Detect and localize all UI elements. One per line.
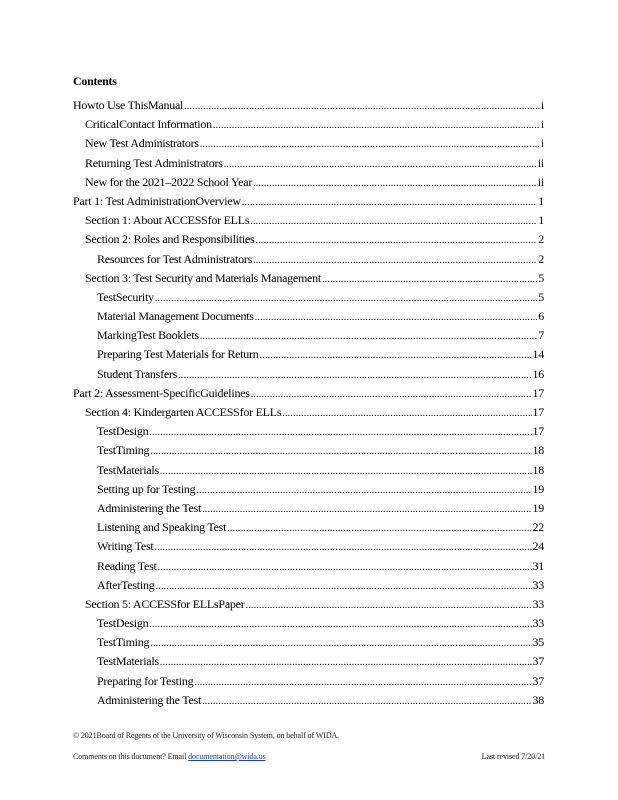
dot-leader [155,581,531,592]
email-link[interactable]: documentation@wida.us [188,752,266,761]
dot-leader [224,159,537,170]
toc-entry[interactable] [73,271,544,290]
toc-entry[interactable] [73,443,544,462]
toc-entry-title: Preparing Test Materials for Return [97,347,259,362]
toc-entry-page: 38 [532,692,544,707]
dot-leader [250,216,537,227]
toc-entry-page: 33 [532,577,544,592]
dot-leader [150,446,531,457]
toc-entry-title: Setting up for Testing [97,481,196,496]
toc-entry[interactable] [73,175,544,194]
toc-entry[interactable] [73,117,544,136]
toc-entry-title: Preparing for Testing [97,673,194,688]
toc-entry-title: Writing Test [97,539,154,554]
toc-entry-title: Returning Test Administrators [85,155,223,170]
toc-entry-page: i [540,117,544,132]
toc-entry-page: 16 [532,366,544,381]
toc-entry-page: 19 [532,481,544,496]
toc-entry[interactable] [73,597,544,616]
toc-entry-title: TestMaterials [97,654,159,669]
toc-entry-title: Part 1: Test AdministrationOverview [73,193,241,208]
toc-entry[interactable] [73,156,544,175]
dot-leader [178,370,531,381]
toc-entry[interactable] [73,424,544,443]
toc-entry-page: 1 [538,213,544,228]
toc-entry-title: TestTiming [97,443,150,458]
toc-entry[interactable] [73,463,544,482]
dot-leader [155,293,537,304]
toc-entry-page: 2 [538,251,544,266]
toc-entry-page: 35 [532,635,544,650]
toc-entry-page: 2 [538,232,544,247]
dot-leader [200,139,540,150]
comments-prefix: Comments on this document? Email [73,752,187,761]
toc-entry-title: TestDesign [97,424,149,439]
dot-leader [213,120,540,131]
toc-entry-page: 5 [538,289,544,304]
toc-entry-title: CriticalContact Information [85,117,212,132]
toc-entry-title: Part 2: Assessment-SpecificGuidelines [73,385,250,400]
footer-bar [73,752,545,761]
toc-entry[interactable] [73,559,544,578]
dot-leader [253,178,537,189]
dot-leader [255,312,538,323]
dot-leader [259,350,531,361]
toc-entry[interactable] [73,539,544,558]
toc-entry-page: 33 [532,596,544,611]
dot-leader [253,255,537,266]
dot-leader [154,542,531,553]
toc-entry[interactable] [73,328,544,347]
last-revised: Last revised 7/20/21 [481,752,545,761]
toc-entry[interactable] [73,693,544,712]
toc-entry-page: i [540,136,544,151]
toc-entry-title: Section 2: Roles and Responsibilities [85,232,255,247]
toc-entry-title: Administering the Test [97,692,202,707]
dot-leader [282,408,531,419]
toc-entry-page: 7 [538,328,544,343]
dot-leader [149,619,531,630]
toc-entry[interactable] [73,405,544,424]
toc-entry-page: 18 [532,443,544,458]
toc-entry-page: 22 [532,520,544,535]
toc-entry-page: 37 [532,673,544,688]
dot-leader [149,427,531,438]
dot-leader [194,677,531,688]
toc-entry[interactable] [73,654,544,673]
toc-entry-page: ii [537,174,544,189]
toc-entry-title: Resources for Test Administrators [97,251,252,266]
toc-entry[interactable] [73,252,544,271]
comments-line [73,752,266,761]
toc-entry[interactable] [73,674,544,693]
toc-entry-title: Howto Use ThisManual [73,98,184,112]
dot-leader [160,466,532,477]
toc-entry-page: 33 [532,616,544,631]
toc-entry[interactable] [73,635,544,654]
toc-entry-page: 17 [532,424,544,439]
toc-entry[interactable] [73,347,544,366]
toc-entry[interactable] [73,520,544,539]
dot-leader [251,389,532,400]
dot-leader [242,197,537,208]
toc-entry[interactable] [73,309,544,328]
toc-entry-page: i [540,98,544,112]
copyright-notice: © 2021Board of Regents of the University of Wisconsin System, on behalf of WIDA. [73,731,340,740]
toc-entry-title: MarkingTest Booklets [97,328,199,343]
toc-entry-page: 37 [532,654,544,669]
toc-entry-title: Administering the Test [97,500,202,515]
dot-leader [255,235,537,246]
toc-entry-title: AfterTesting [97,577,155,592]
toc-entry[interactable] [73,367,544,386]
toc-entry-title: New for the 2021–2022 School Year [85,174,253,189]
dot-leader [184,101,540,112]
dot-leader [202,504,531,515]
toc-entry-title: Material Management Documents [97,309,254,324]
toc-entry-page: 5 [538,270,544,285]
toc-entry-page: 14 [532,347,544,362]
toc-entry[interactable] [73,386,544,405]
toc-entry[interactable] [73,194,544,213]
toc-entry-title: TestTiming [97,635,150,650]
toc-entry-page: 17 [532,405,544,419]
toc-entry-title: Student Transfers [97,366,178,381]
toc-entry[interactable] [73,232,544,251]
toc-entry-page: 31 [532,558,544,573]
dot-leader [246,600,532,611]
toc-entry-page: 1 [538,193,544,208]
toc-entry-page: 6 [538,309,544,324]
toc-entry-title: TestDesign [97,616,149,631]
toc-entry-page: 19 [532,500,544,515]
toc-entry-title: Listening and Speaking Test [97,520,227,535]
dot-leader [200,331,537,342]
toc-entry-page: ii [537,155,544,170]
toc-entry[interactable] [73,213,544,232]
toc-entry-title: TestMaterials [97,462,159,477]
dot-leader [227,523,531,534]
toc-entry-page: 18 [532,462,544,477]
toc-entry-title: TestSecurity [97,289,154,304]
toc-entry[interactable] [73,136,544,155]
toc-entry-title: New Test Administrators [85,136,199,151]
toc-entry[interactable] [73,616,544,635]
dot-leader [158,562,532,573]
table-of-contents [73,98,544,712]
toc-entry-title: Section 1: About ACCESSfor ELLs [85,213,250,228]
dot-leader [196,485,531,496]
toc-entry-title: Section 3: Test Security and Materials Management [85,270,321,285]
toc-entry[interactable] [73,501,544,520]
dot-leader [322,274,537,285]
contents-heading: Contents [73,74,117,88]
dot-leader [160,657,532,668]
toc-entry-title: Reading Test [97,558,157,573]
toc-entry[interactable] [73,290,544,309]
dot-leader [202,696,531,707]
toc-entry-title: Section 5: ACCESSfor ELLsPaper [85,596,245,611]
toc-entry[interactable] [73,482,544,501]
toc-entry-page: 17 [532,385,544,400]
toc-entry[interactable] [73,98,544,117]
dot-leader [150,638,531,649]
toc-entry[interactable] [73,578,544,597]
toc-entry-page: 24 [532,539,544,554]
toc-entry-title: Section 4: Kindergarten ACCESSfor ELLs [85,405,282,419]
